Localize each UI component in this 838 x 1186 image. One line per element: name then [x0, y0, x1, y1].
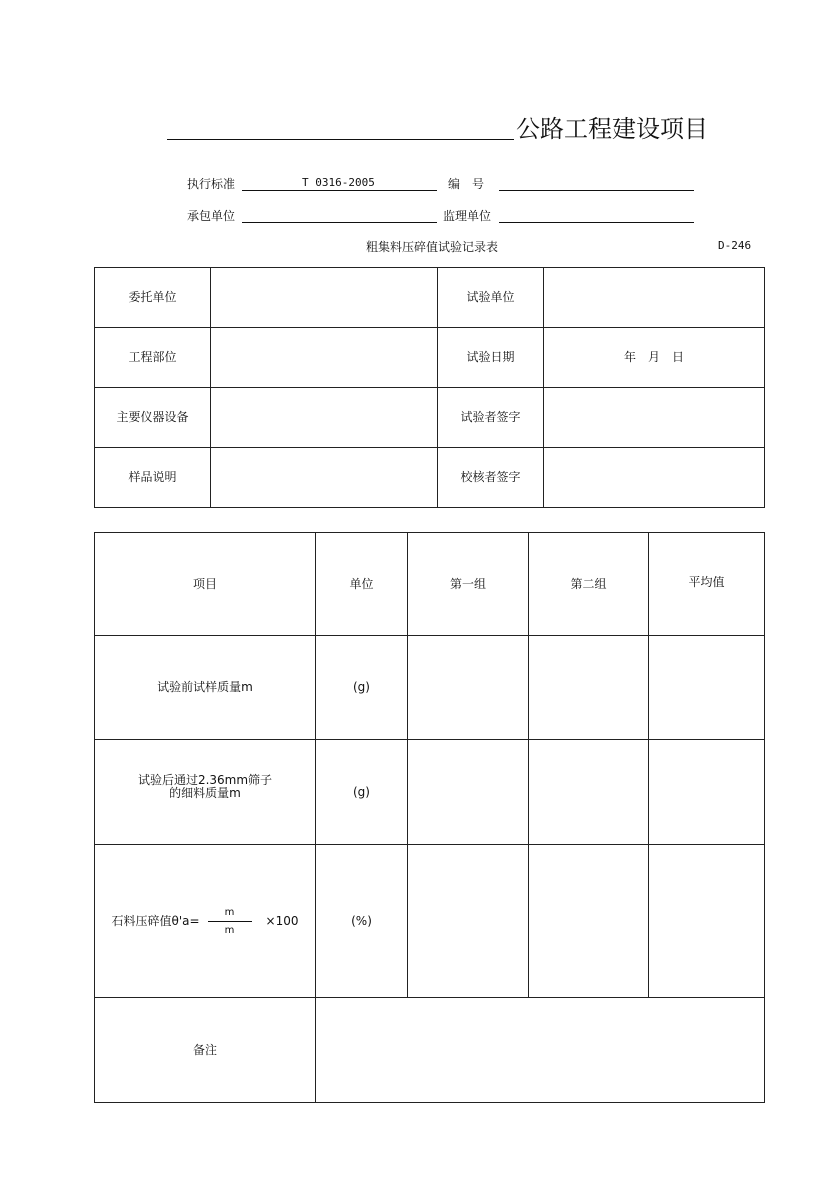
form-title: 粗集料压碎值试验记录表 [366, 240, 499, 254]
fines-mass-group2[interactable] [528, 739, 649, 845]
supervisor-label: 监理单位 [443, 209, 492, 223]
crush-value-average[interactable] [648, 844, 765, 998]
test-date-field[interactable]: 年 月 日 [543, 327, 765, 388]
mass-before-average[interactable] [648, 635, 765, 740]
standard-label: 执行标准 [187, 177, 236, 191]
checker-sign-field[interactable] [543, 447, 765, 508]
row-crush-value-label [94, 844, 316, 998]
row-crush-value-unit: (%) [315, 844, 408, 998]
formula-suffix: ×100 [265, 913, 299, 928]
formula-numerator: m [224, 906, 235, 918]
client-field[interactable] [210, 267, 438, 328]
crush-value-group2[interactable] [528, 844, 649, 998]
tester-sign-label: 试验者签字 [437, 387, 544, 448]
header-group2: 第二组 [528, 532, 649, 636]
crush-value-group1[interactable] [407, 844, 529, 998]
header-group1: 第一组 [407, 532, 529, 636]
part-label: 工程部位 [94, 327, 211, 388]
equipment-field[interactable] [210, 387, 438, 448]
project-title: 公路工程建设项目 [516, 115, 708, 143]
row-mass-before-unit: (g) [315, 635, 408, 740]
number-field[interactable] [499, 190, 694, 191]
equipment-label: 主要仪器设备 [94, 387, 211, 448]
mass-before-group2[interactable] [528, 635, 649, 740]
header-average: 平均值 [648, 532, 765, 636]
contractor-field[interactable] [242, 222, 437, 223]
sample-desc-label: 样品说明 [94, 447, 211, 508]
formula-denominator: m [224, 924, 235, 936]
formula-prefix: 石料压碎值θ'a= [111, 913, 200, 928]
header-unit: 单位 [315, 532, 408, 636]
standard-line [242, 190, 437, 191]
remark-label: 备注 [94, 997, 316, 1103]
fines-mass-average[interactable] [648, 739, 765, 845]
sample-desc-field[interactable] [210, 447, 438, 508]
test-unit-field[interactable] [543, 267, 765, 328]
formula-fraction [208, 906, 252, 937]
standard-value: T 0316-2005 [302, 176, 375, 189]
form-code: D-246 [718, 239, 752, 252]
row-mass-before-label: 试验前试样质量m [94, 635, 316, 740]
test-date-label: 试验日期 [437, 327, 544, 388]
project-name-line [167, 139, 514, 140]
header-item: 项目 [94, 532, 316, 636]
row-fines-mass-label: 试验后通过2.36mm筛子的细料质量m [94, 739, 316, 845]
checker-sign-label: 校核者签字 [437, 447, 544, 508]
part-field[interactable] [210, 327, 438, 388]
remark-field[interactable] [315, 997, 765, 1103]
number-label: 编 号 [448, 177, 485, 191]
supervisor-field[interactable] [499, 222, 694, 223]
contractor-label: 承包单位 [187, 209, 236, 223]
test-unit-label: 试验单位 [437, 267, 544, 328]
row-fines-mass-unit: (g) [315, 739, 408, 845]
client-label: 委托单位 [94, 267, 211, 328]
mass-before-group1[interactable] [407, 635, 529, 740]
tester-sign-field[interactable] [543, 387, 765, 448]
fines-mass-group1[interactable] [407, 739, 529, 845]
